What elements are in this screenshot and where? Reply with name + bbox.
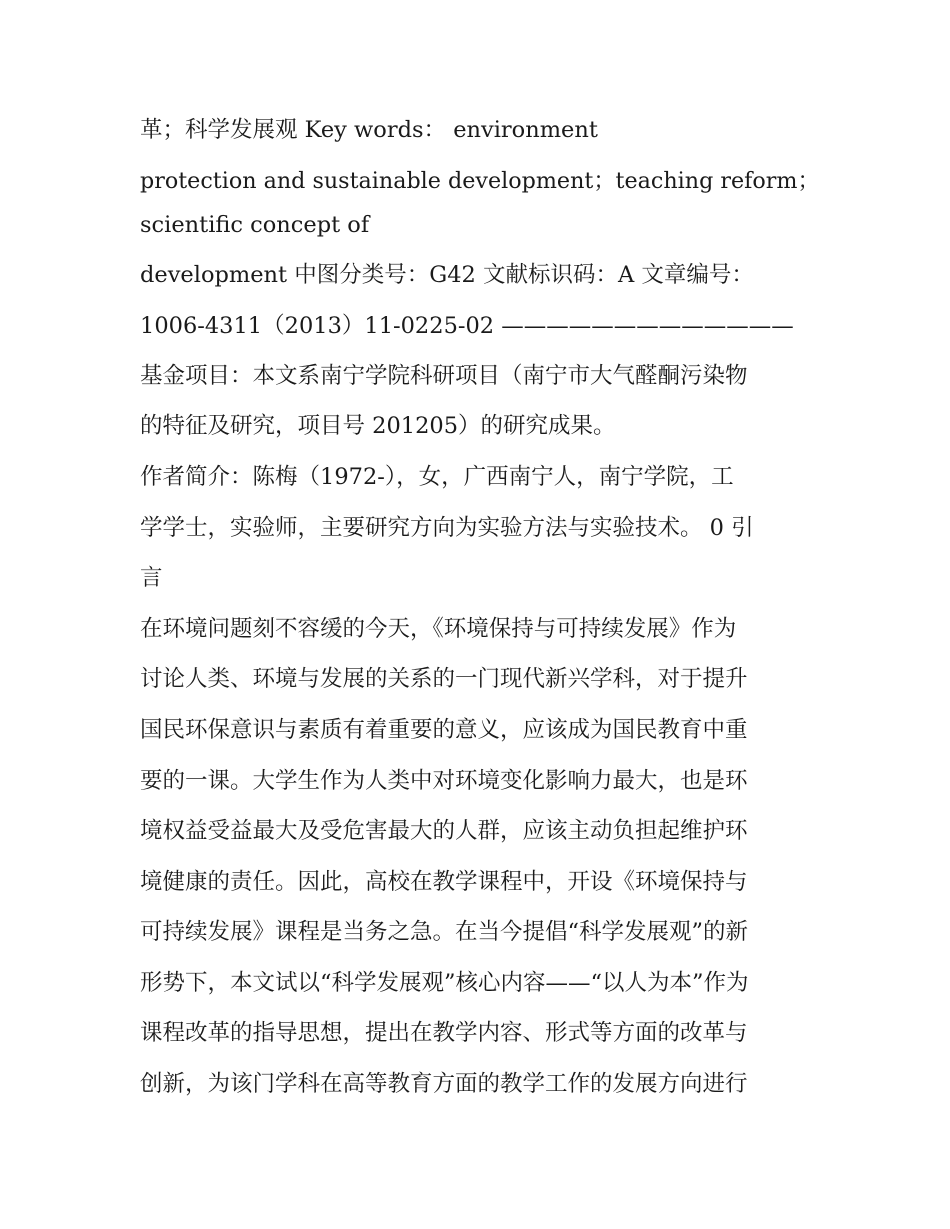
text-line: 境权益受益最大及受危害最大的人群，应该主动负担起维护环 xyxy=(140,818,748,844)
text-line: 可持续发展》课程是当务之急。在当今提倡“科学发展观”的新 xyxy=(140,919,749,945)
text-line: 革；科学发展观 Key words： environment xyxy=(140,117,598,143)
text-line: 要的一课。大学生作为人类中对环境变化影响力最大，也是环 xyxy=(140,768,748,794)
text-line: 言 xyxy=(140,565,163,591)
text-line: 作者简介：陈梅（1972-），女，广西南宁人，南宁学院，工 xyxy=(140,464,734,490)
text-line: 的特征及研究，项目号 201205）的研究成果。 xyxy=(140,413,616,439)
text-line: 1006-4311（2013）11-0225-02 ————————————— xyxy=(140,313,794,339)
document-page xyxy=(140,0,820,1229)
text-line: 国民环保意识与素质有着重要的意义，应该成为国民教育中重 xyxy=(140,717,748,743)
text-line: 学学士，实验师，主要研究方向为实验方法与实验技术。 0 引 xyxy=(140,515,754,541)
text-line: 基金项目：本文系南宁学院科研项目（南宁市大气醛酮污染物 xyxy=(140,363,748,389)
text-line: scientific concept of xyxy=(140,212,370,238)
text-line: 境健康的责任。因此，高校在教学课程中，开设《环境保持与 xyxy=(140,869,748,895)
text-line: 创新，为该门学科在高等教育方面的教学工作的发展方向进行 xyxy=(140,1071,748,1097)
text-line: 形势下，本文试以“科学发展观”核心内容——“以人为本”作为 xyxy=(140,970,749,996)
text-line: protection and sustainable development；teaching reform； xyxy=(140,168,820,194)
text-line: 在环境问题刻不容缓的今天，《环境保持与可持续发展》作为 xyxy=(140,616,737,642)
text-line: development 中图分类号：G42 文献标识码：A 文章编号： xyxy=(140,262,754,288)
text-line: 讨论人类、环境与发展的关系的一门现代新兴学科，对于提升 xyxy=(140,666,748,692)
text-line: 课程改革的指导思想，提出在教学内容、形式等方面的改革与 xyxy=(140,1020,748,1046)
